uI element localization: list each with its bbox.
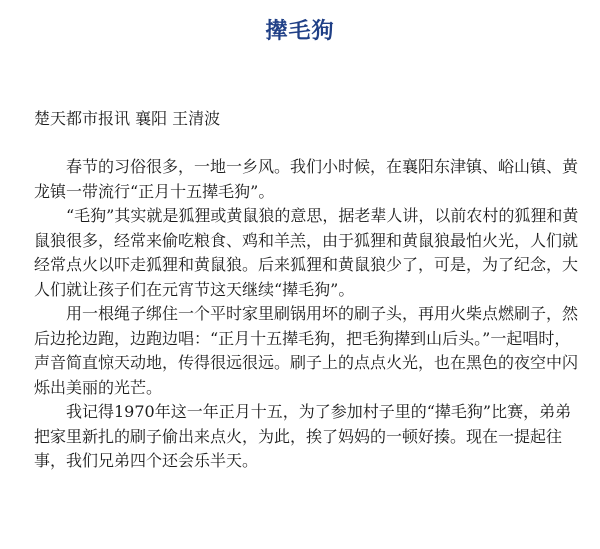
article-byline: 楚天都市报讯 襄阳 王清波 — [34, 109, 221, 128]
article-paragraph: 我记得1970年这一年正月十五，为了参加村子里的“撵毛狗”比赛，弟弟把家里新扎的刷子偷出来点火，为此，挨了妈妈的一顿好揍。现在一提起往事，我们兄弟四个还会乐半天。 — [34, 402, 572, 470]
article-paragraph: 春节的习俗很多，一地一乡风。我们小时候，在襄阳东津镇、峪山镇、黄龙镇一带流行“正月十五撵毛狗”。 — [34, 157, 579, 201]
article-paragraph: 用一根绳子绑住一个平时家里刷锅用坏的刷子头，再用火柴点燃刷子，然后边抡边跑，边跑边唱：“正月十五撵毛狗，把毛狗撵到山后头。”一起唱时，声音简直惊天动地，传得很远很远。刷子上的点点火光，也在黑色的夜空中闪烁出美丽的光芒。 — [34, 304, 579, 397]
article-body — [34, 155, 582, 474]
article-paragraph: “毛狗”其实就是狐狸或黄鼠狼的意思，据老辈人讲，以前农村的狐狸和黄鼠狼很多，经常来偷吃粮食、鸡和羊羔，由于狐狸和黄鼠狼最怕火光，人们就经常点火以吓走狐狸和黄鼠狼。后来狐狸和黄鼠狼少了，可是，为了纪念，大人们就让孩子们在元宵节这天继续“撵毛狗”。 — [34, 206, 579, 299]
article-title: 撵毛狗 — [265, 18, 335, 44]
